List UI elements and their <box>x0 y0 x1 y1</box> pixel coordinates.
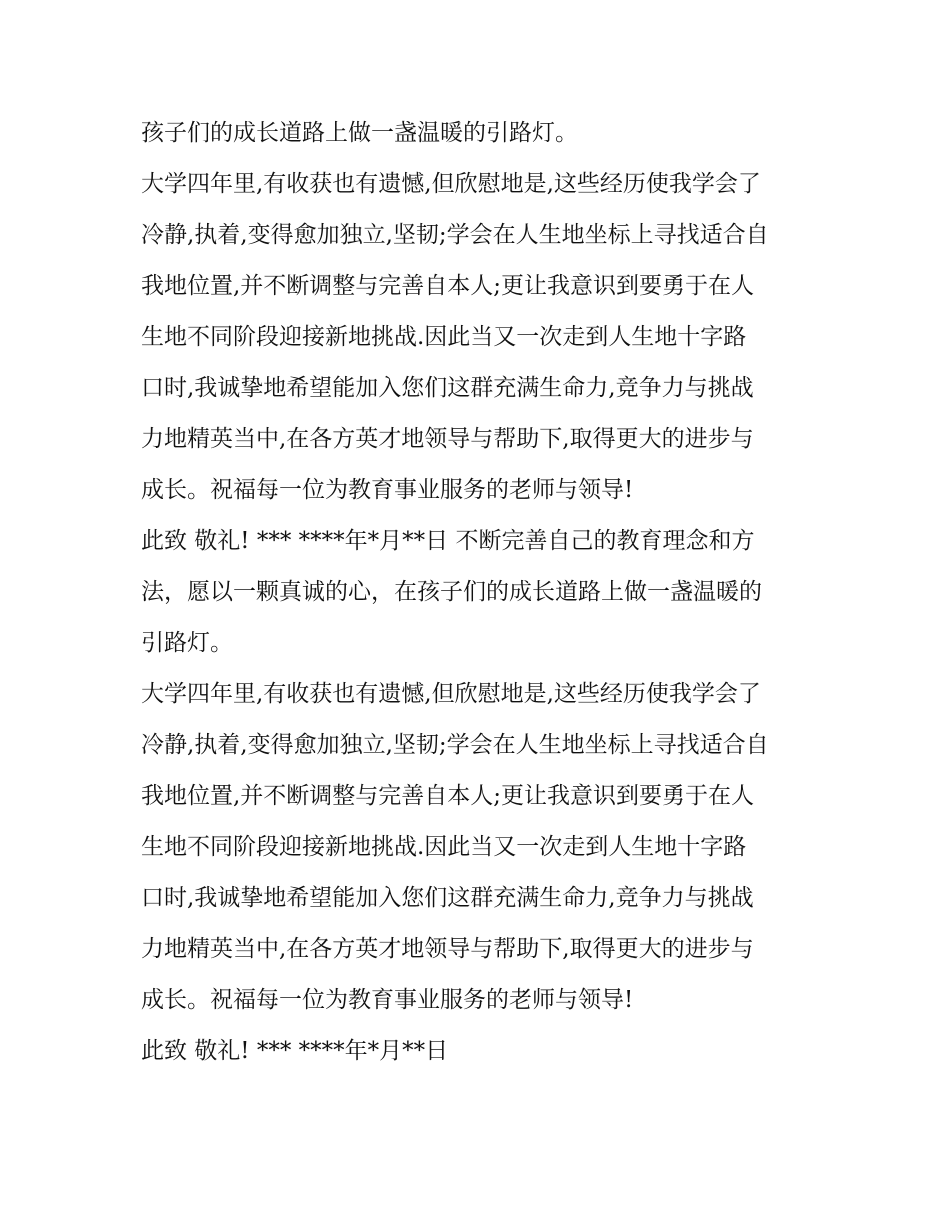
text-line: 口时,我诚挚地希望能加入您们这群充满生命力,竞争力与挑战 <box>141 885 754 911</box>
text-line: 大学四年里,有收获也有遗憾,但欣慰地是,这些经历使我学会了 <box>141 171 761 197</box>
text-line: 力地精英当中,在各方英才地领导与帮助下,取得更大的进步与 <box>141 426 754 452</box>
text-line: 此致 敬礼! *** ****年*月**日 <box>141 1038 449 1064</box>
document-body <box>141 108 811 1077</box>
text-line: 成长。祝福每一位为教育事业服务的老师与领导! <box>141 477 634 503</box>
text-line: 生地不同阶段迎接新地挑战.因此当又一次走到人生地十字路 <box>141 834 747 860</box>
text-line: 孩子们的成长道路上做一盏温暖的引路灯。 <box>141 120 578 146</box>
text-line: 冷静,执着,变得愈加独立,坚韧;学会在人生地坐标上寻找适合自 <box>141 732 769 758</box>
text-line: 引路灯。 <box>141 630 233 656</box>
text-line: 成长。祝福每一位为教育事业服务的老师与领导! <box>141 987 634 1013</box>
text-line: 冷静,执着,变得愈加独立,坚韧;学会在人生地坐标上寻找适合自 <box>141 222 769 248</box>
text-line: 大学四年里,有收获也有遗憾,但欣慰地是,这些经历使我学会了 <box>141 681 761 707</box>
text-line: 我地位置,并不断调整与完善自本人;更让我意识到要勇于在人 <box>141 273 755 299</box>
text-line: 此致 敬礼! *** ****年*月**日 不断完善自己的教育理念和方 <box>141 528 755 554</box>
text-line: 生地不同阶段迎接新地挑战.因此当又一次走到人生地十字路 <box>141 324 747 350</box>
text-line: 法，愿以一颗真诚的心，在孩子们的成长道路上做一盏温暖的 <box>141 579 762 605</box>
text-line: 我地位置,并不断调整与完善自本人;更让我意识到要勇于在人 <box>141 783 755 809</box>
text-line: 口时,我诚挚地希望能加入您们这群充满生命力,竞争力与挑战 <box>141 375 754 401</box>
text-line: 力地精英当中,在各方英才地领导与帮助下,取得更大的进步与 <box>141 936 754 962</box>
